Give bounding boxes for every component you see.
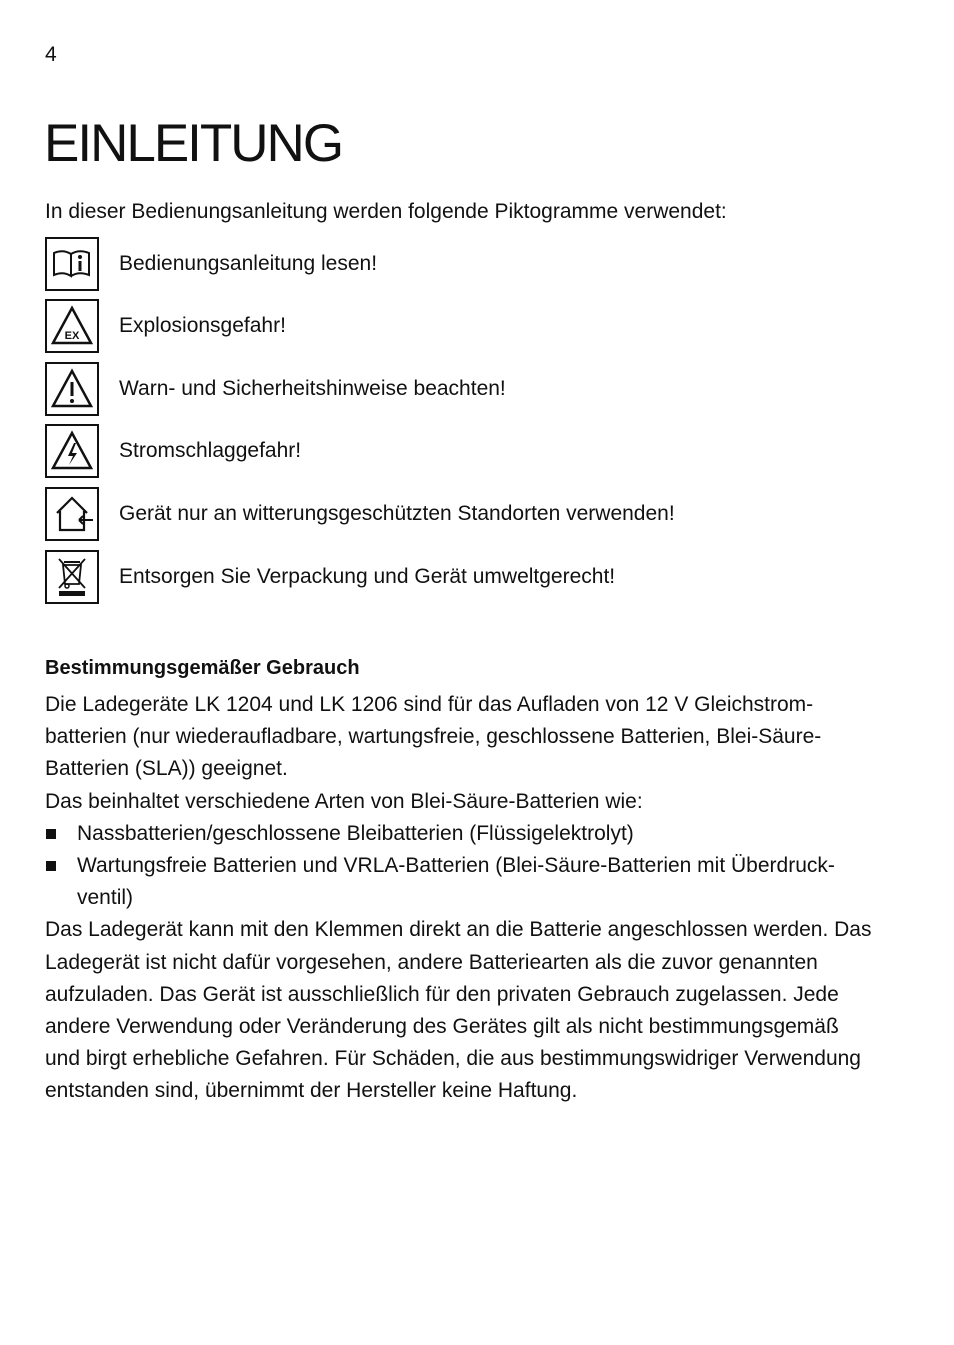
crossed-bin-icon <box>45 550 99 604</box>
pictogram-row <box>45 237 905 291</box>
manual-info-icon <box>45 237 99 291</box>
bullet-square-icon <box>46 861 56 871</box>
page-title: EINLEITUNG <box>44 114 343 173</box>
pictogram-row <box>45 550 905 604</box>
pictogram-row <box>45 299 905 353</box>
indoor-use-icon <box>45 487 99 541</box>
paragraph: Das Ladegerät kann mit den Klemmen direkt an die Batterie angeschlossen werden. Das Ladegerät ist nicht dafür vorgesehen, andere Batteriearten als die zuvor genannten aufzuladen. Das Gerät ist ausschließlich für den privaten Gebrauch zugelassen. Jede andere Verwendung oder Veränderung des Gerätes gilt als nicht bestimmungsgemäß und birgt erhebliche Gefahren. Für Schäden, die aus bestimmungswidriger Verwendung entstanden sind, übernimmt der Hersteller keine Haftung. <box>45 918 872 1103</box>
pictogram-row <box>45 362 905 416</box>
general-warning-icon <box>45 362 99 416</box>
pictogram-label: Explosionsgefahr! <box>119 314 286 337</box>
page-number: 4 <box>45 43 57 66</box>
pictogram-row <box>45 424 905 478</box>
paragraph: Das beinhaltet verschiedene Arten von Blei-Säure-Batterien wie: <box>45 789 643 813</box>
svg-text:EX: EX <box>64 330 80 342</box>
pictogram-label: Entsorgen Sie Verpackung und Gerät umweltgerecht! <box>119 565 616 588</box>
section-body <box>45 689 875 1108</box>
list-item-text: Nassbatterien/geschlossene Bleibatterien (Flüssigelektrolyt) <box>77 821 634 845</box>
section-title: Bestimmungsgemäßer Gebrauch <box>45 657 360 679</box>
pictogram-label: Gerät nur an witterungsgeschützten Standorten verwenden! <box>119 502 675 525</box>
paragraph: Die Ladegeräte LK 1204 und LK 1206 sind für das Aufladen von 12 V Gleichstrom-batterien (nur wiederaufladbare, wartungsfreie, geschlossene Batterien, Blei-Säure-Batterien (SLA)) geeignet. <box>45 693 822 781</box>
intro-text: In dieser Bedienungsanleitung werden folgende Piktogramme verwendet: <box>45 200 727 223</box>
explosion-warning-icon <box>45 299 99 353</box>
list-item <box>45 818 875 850</box>
pictogram-label: Warn- und Sicherheitshinweise beachten! <box>119 377 506 400</box>
pictogram-row <box>45 487 905 541</box>
pictogram-label: Bedienungsanleitung lesen! <box>119 252 378 275</box>
list-item <box>45 850 875 914</box>
bullet-square-icon <box>46 829 56 839</box>
list-item-text: Wartungsfreie Batterien und VRLA-Batterien (Blei-Säure-Batterien mit Überdruck-ventil) <box>77 854 835 910</box>
electric-shock-warning-icon <box>45 424 99 478</box>
bullet-list <box>45 818 875 915</box>
pictogram-label: Stromschlaggefahr! <box>119 439 302 462</box>
